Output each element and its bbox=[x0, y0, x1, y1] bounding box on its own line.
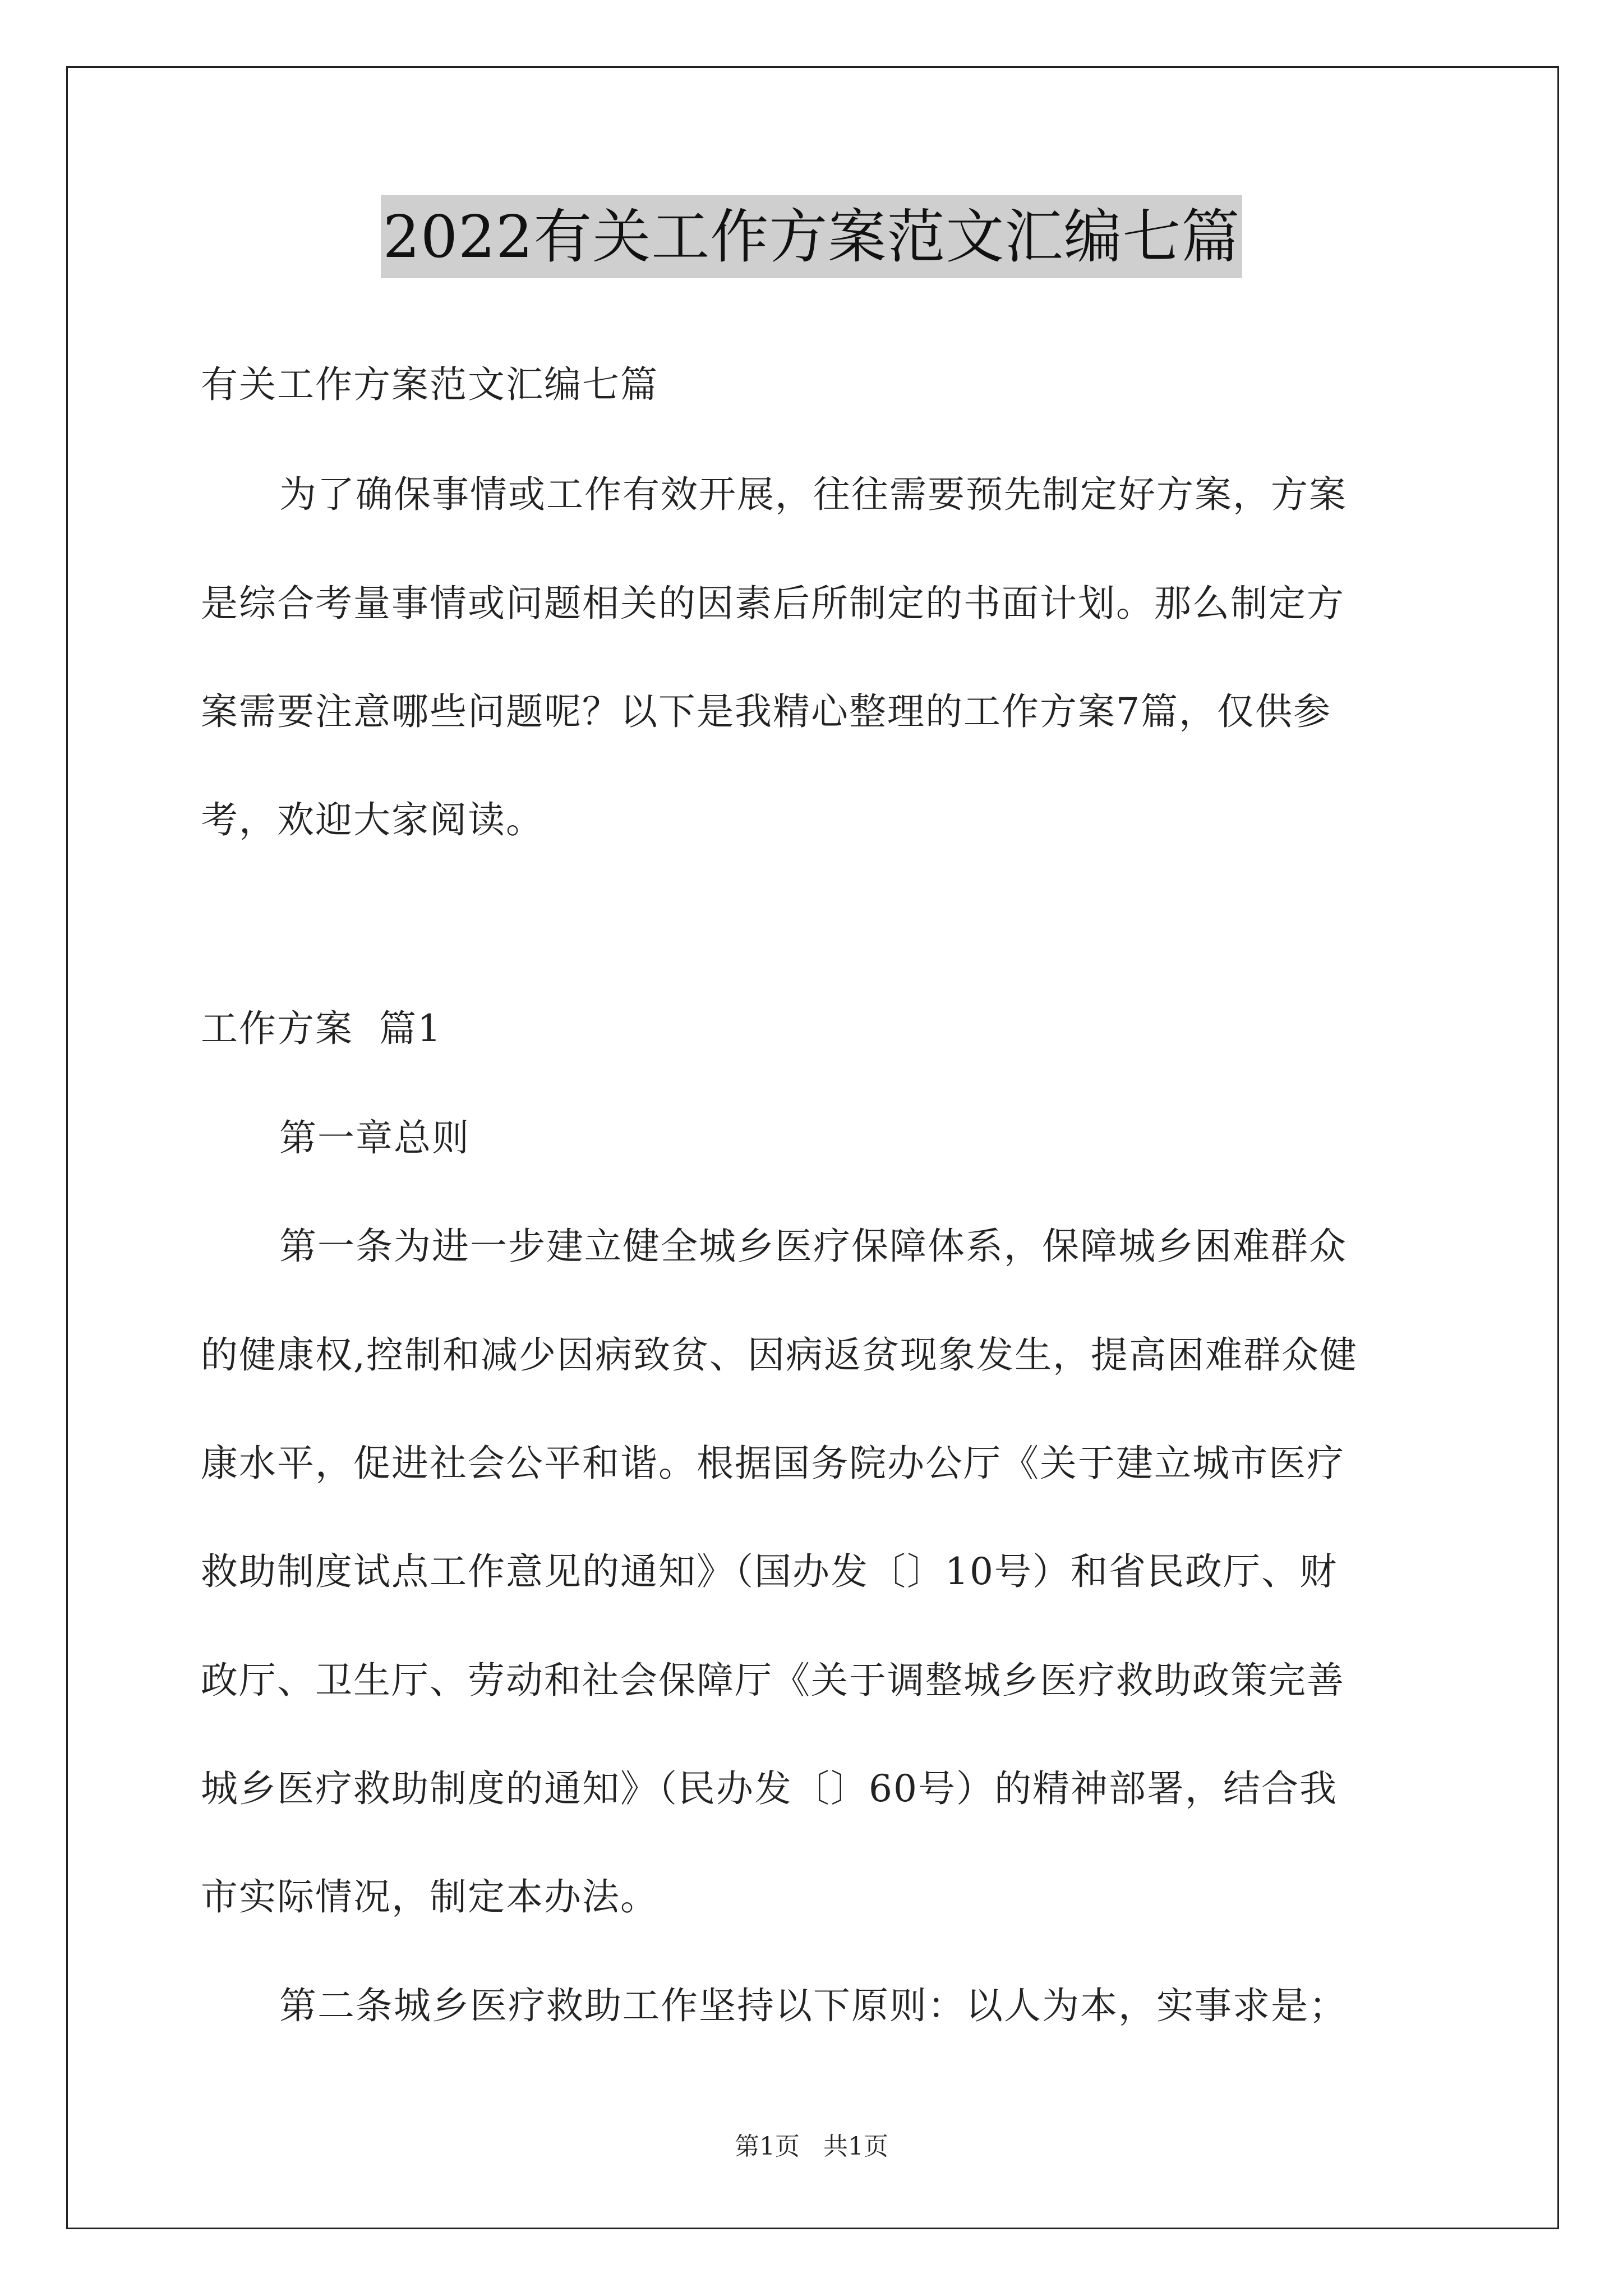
article1-line-2: 的健康权,控制和减少因病致贫、因病返贫现象发生，提高困难群众健 bbox=[201, 1333, 1358, 1377]
document-title: 2022有关工作方案范文汇编七篇 bbox=[381, 195, 1243, 278]
section-heading: 工作方案 篇1 bbox=[201, 1007, 442, 1050]
title-container bbox=[0, 195, 1623, 278]
page-footer: 第1页 共1页 bbox=[735, 2132, 888, 2161]
article1-line-5: 政厅、卫生厅、劳动和社会保障厅《关于调整城乡医疗救助政策完善 bbox=[201, 1659, 1345, 1702]
subtitle: 有关工作方案范文汇编七篇 bbox=[201, 363, 658, 406]
article1-line-3: 康水平，促进社会公平和谐。根据国务院办公厅《关于建立城市医疗 bbox=[201, 1442, 1345, 1485]
chapter-heading: 第一章总则 bbox=[279, 1116, 470, 1159]
article1-line-7: 市实际情况，制定本办法。 bbox=[201, 1875, 658, 1918]
intro-line-4: 考，欢迎大家阅读。 bbox=[201, 798, 544, 841]
intro-line-2: 是综合考量事情或问题相关的因素后所制定的书面计划。那么制定方 bbox=[201, 582, 1345, 625]
article1-line-6: 城乡医疗救助制度的通知》（民办发〔〕60号）的精神部署，结合我 bbox=[201, 1767, 1338, 1810]
article1-line-1: 第一条为进一步建立健全城乡医疗保障体系，保障城乡困难群众 bbox=[279, 1225, 1347, 1268]
intro-line-3: 案需要注意哪些问题呢？以下是我精心整理的工作方案7篇，仅供参 bbox=[201, 690, 1331, 733]
intro-line-1: 为了确保事情或工作有效开展，往往需要预先制定好方案，方案 bbox=[279, 473, 1347, 516]
article1-line-4: 救助制度试点工作意见的通知》（国办发〔〕10号）和省民政厅、财 bbox=[201, 1550, 1338, 1593]
article2-line-1: 第二条城乡医疗救助工作坚持以下原则：以人为本，实事求是； bbox=[279, 1984, 1347, 2027]
